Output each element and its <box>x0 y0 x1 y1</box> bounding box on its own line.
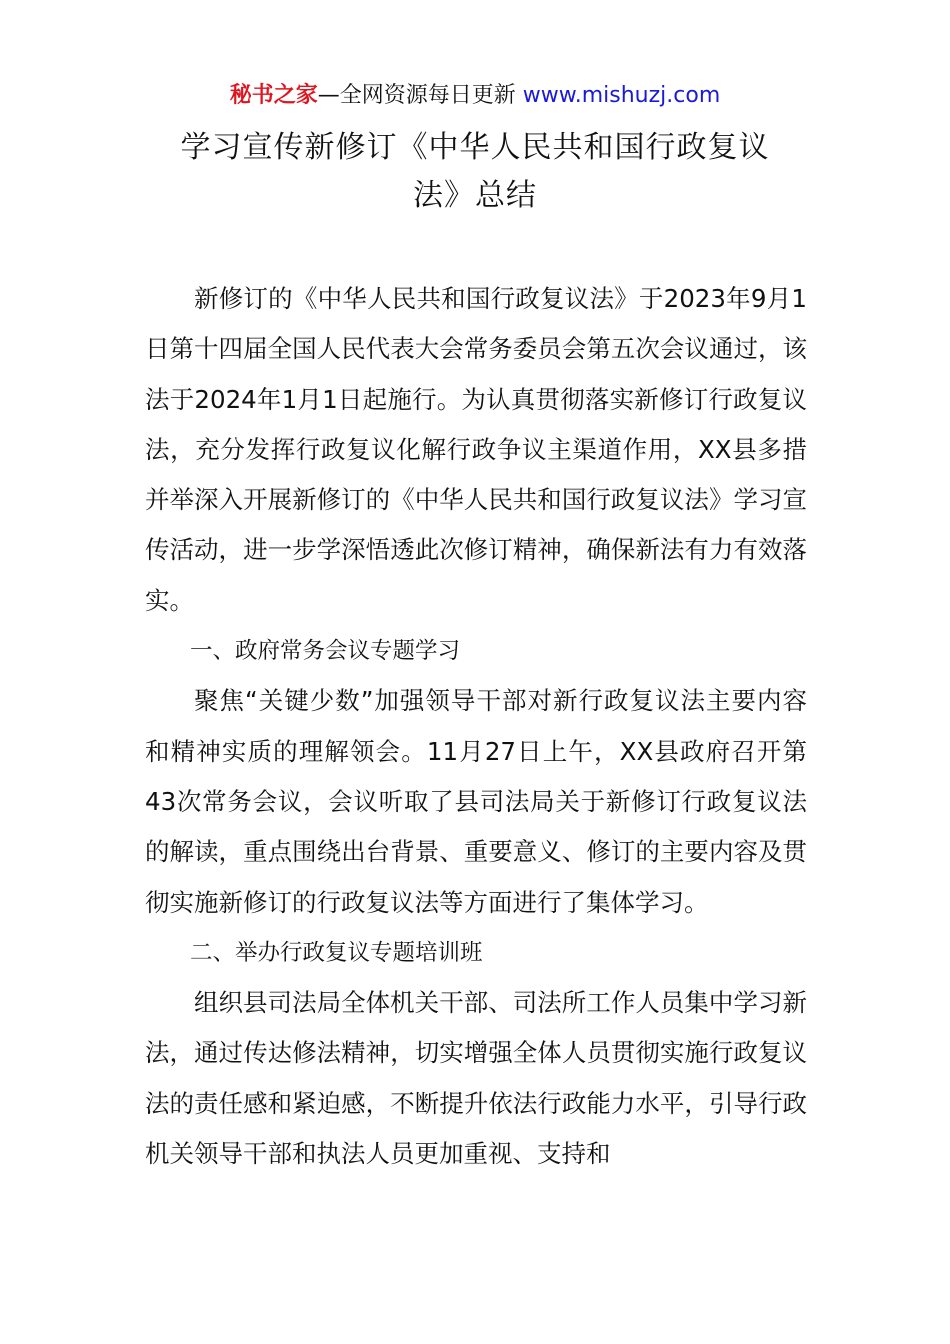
section-heading-1: 一、政府常务会议专题学习 <box>190 638 461 665</box>
document-title <box>120 124 830 220</box>
title-line-2: 法》总结 <box>413 178 537 213</box>
site-banner <box>0 80 950 112</box>
document-body <box>145 274 807 1179</box>
title-line-1: 学习宣传新修订《中华人民共和国行政复议 <box>180 130 770 165</box>
section-1-paragraph: 聚焦“关键少数”加强领导干部对新行政复议法主要内容和精神实质的理解领会。11月27日上午，XX县政府召开第43次常务会议，会议听取了县司法局关于新修订行政复议法的解读，重点围绕出台背景、重要意义、修订的主要内容及贯彻实施新修订的行政复议法等方面进行了集体学习。 <box>145 686 807 917</box>
site-slogan: —全网资源每日更新 <box>317 83 523 108</box>
intro-paragraph: 新修订的《中华人民共和国行政复议法》于2023年9月1日第十四届全国人民代表大会常务委员会第五次会议通过，该法于2024年1月1日起施行。为认真贯彻落实新修订行政复议法，充分发挥行政复议化解行政争议主渠道作用，XX县多措并举深入开展新修订的《中华人民共和国行政复议法》学习宣传活动，进一步学深悟透此次修订精神，确保新法有力有效落实。 <box>145 284 807 615</box>
section-heading-2: 二、举办行政复议专题培训班 <box>190 939 483 966</box>
section-2-paragraph: 组织县司法局全体机关干部、司法所工作人员集中学习新法，通过传达修法精神，切实增强全体人员贯彻实施行政复议法的责任感和紧迫感，不断提升依法行政能力水平，引导行政机关领导干部和执法人员更加重视、支持和 <box>145 988 807 1169</box>
site-url-link[interactable]: www.mishuzj.com <box>522 83 721 108</box>
site-brand: 秘书之家 <box>229 83 318 108</box>
